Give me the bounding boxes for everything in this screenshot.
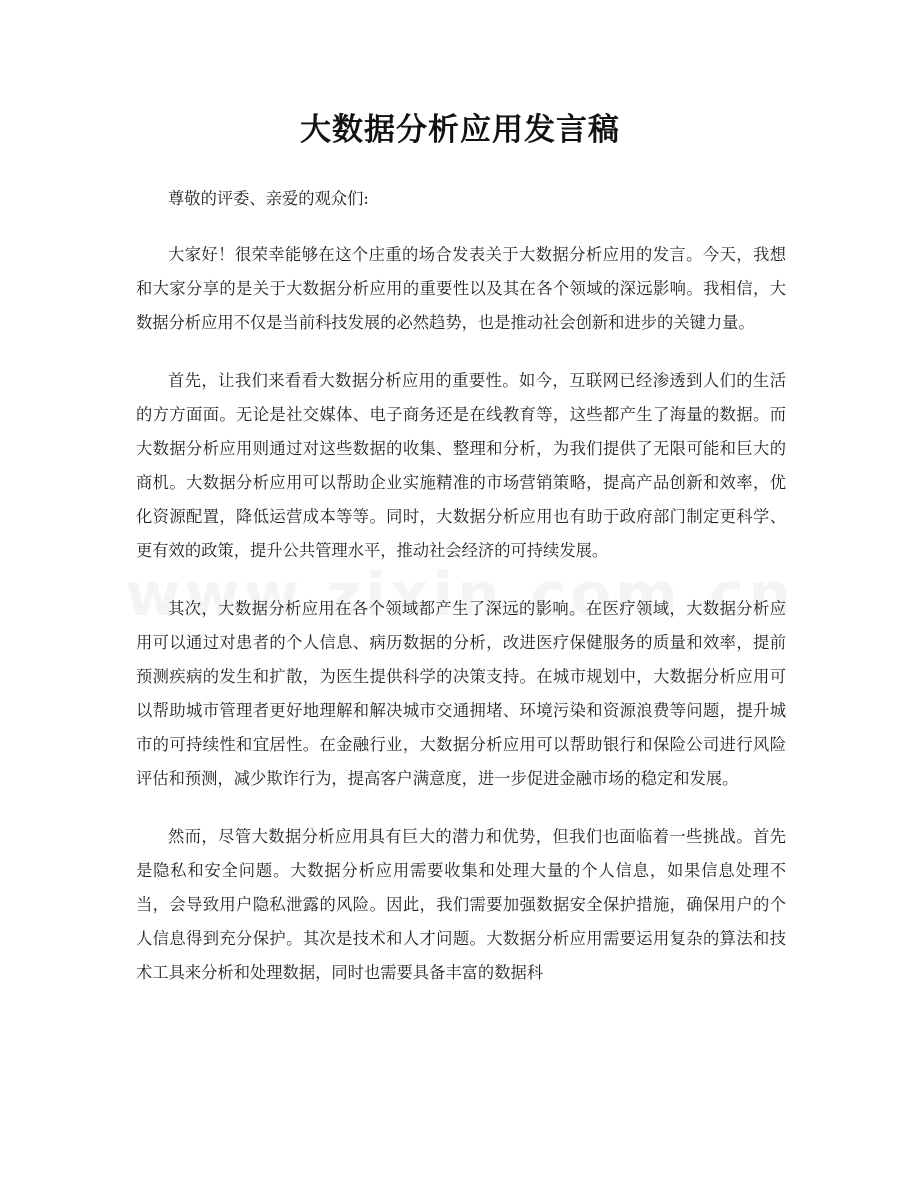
- document-title: 大数据分析应用发言稿: [300, 112, 620, 148]
- impact-paragraph: 其次，大数据分析应用在各个领域都产生了深远的影响。在医疗领域，大数据分析应用可以通过对患者的个人信息、病历数据的分析，改进医疗保健服务的质量和效率，提前预测疾病的发生和扩散，为医生提供科学的决策支持。在城市规划中，大数据分析应用可以帮助城市管理者更好地理解和解决城市交通拥堵、环境污染和资源浪费等问题，提升城市的可持续性和宜居性。在金融行业，大数据分析应用可以帮助银行和保险公司进行风险评估和预测，减少欺诈行为，提高客户满意度，进一步促进金融市场的稳定和发展。: [136, 599, 786, 788]
- intro-paragraph: 大家好！很荣幸能够在这个庄重的场合发表关于大数据分析应用的发言。今天，我想和大家分享的是关于大数据分析应用的重要性以及其在各个领域的深远影响。我相信，大数据分析应用不仅是当前科技发展的必然趋势，也是推动社会创新和进步的关键力量。: [136, 245, 786, 332]
- document-body: [136, 182, 786, 1014]
- challenges-paragraph: 然而，尽管大数据分析应用具有巨大的潜力和优势，但我们也面临着一些挑战。首先是隐私和安全问题。大数据分析应用需要收集和处理大量的个人信息，如果信息处理不当，会导致用户隐私泄露的风险。因此，我们需要加强数据安全保护措施，确保用户的个人信息得到充分保护。其次是技术和人才问题。大数据分析应用需要运用复杂的算法和技术工具来分析和处理数据，同时也需要具备丰富的数据科: [136, 827, 786, 982]
- importance-paragraph: 首先，让我们来看看大数据分析应用的重要性。如今，互联网已经渗透到人们的生活的方方面面。无论是社交媒体、电子商务还是在线教育等，这些都产生了海量的数据。而大数据分析应用则通过对这些数据的收集、整理和分析，为我们提供了无限可能和巨大的商机。大数据分析应用可以帮助企业实施精准的市场营销策略，提高产品创新和效率，优化资源配置，降低运营成本等等。同时，大数据分析应用也有助于政府部门制定更科学、更有效的政策，提升公共管理水平，推动社会经济的可持续发展。: [136, 371, 786, 560]
- salutation-paragraph: 尊敬的评委、亲爱的观众们:: [168, 189, 369, 208]
